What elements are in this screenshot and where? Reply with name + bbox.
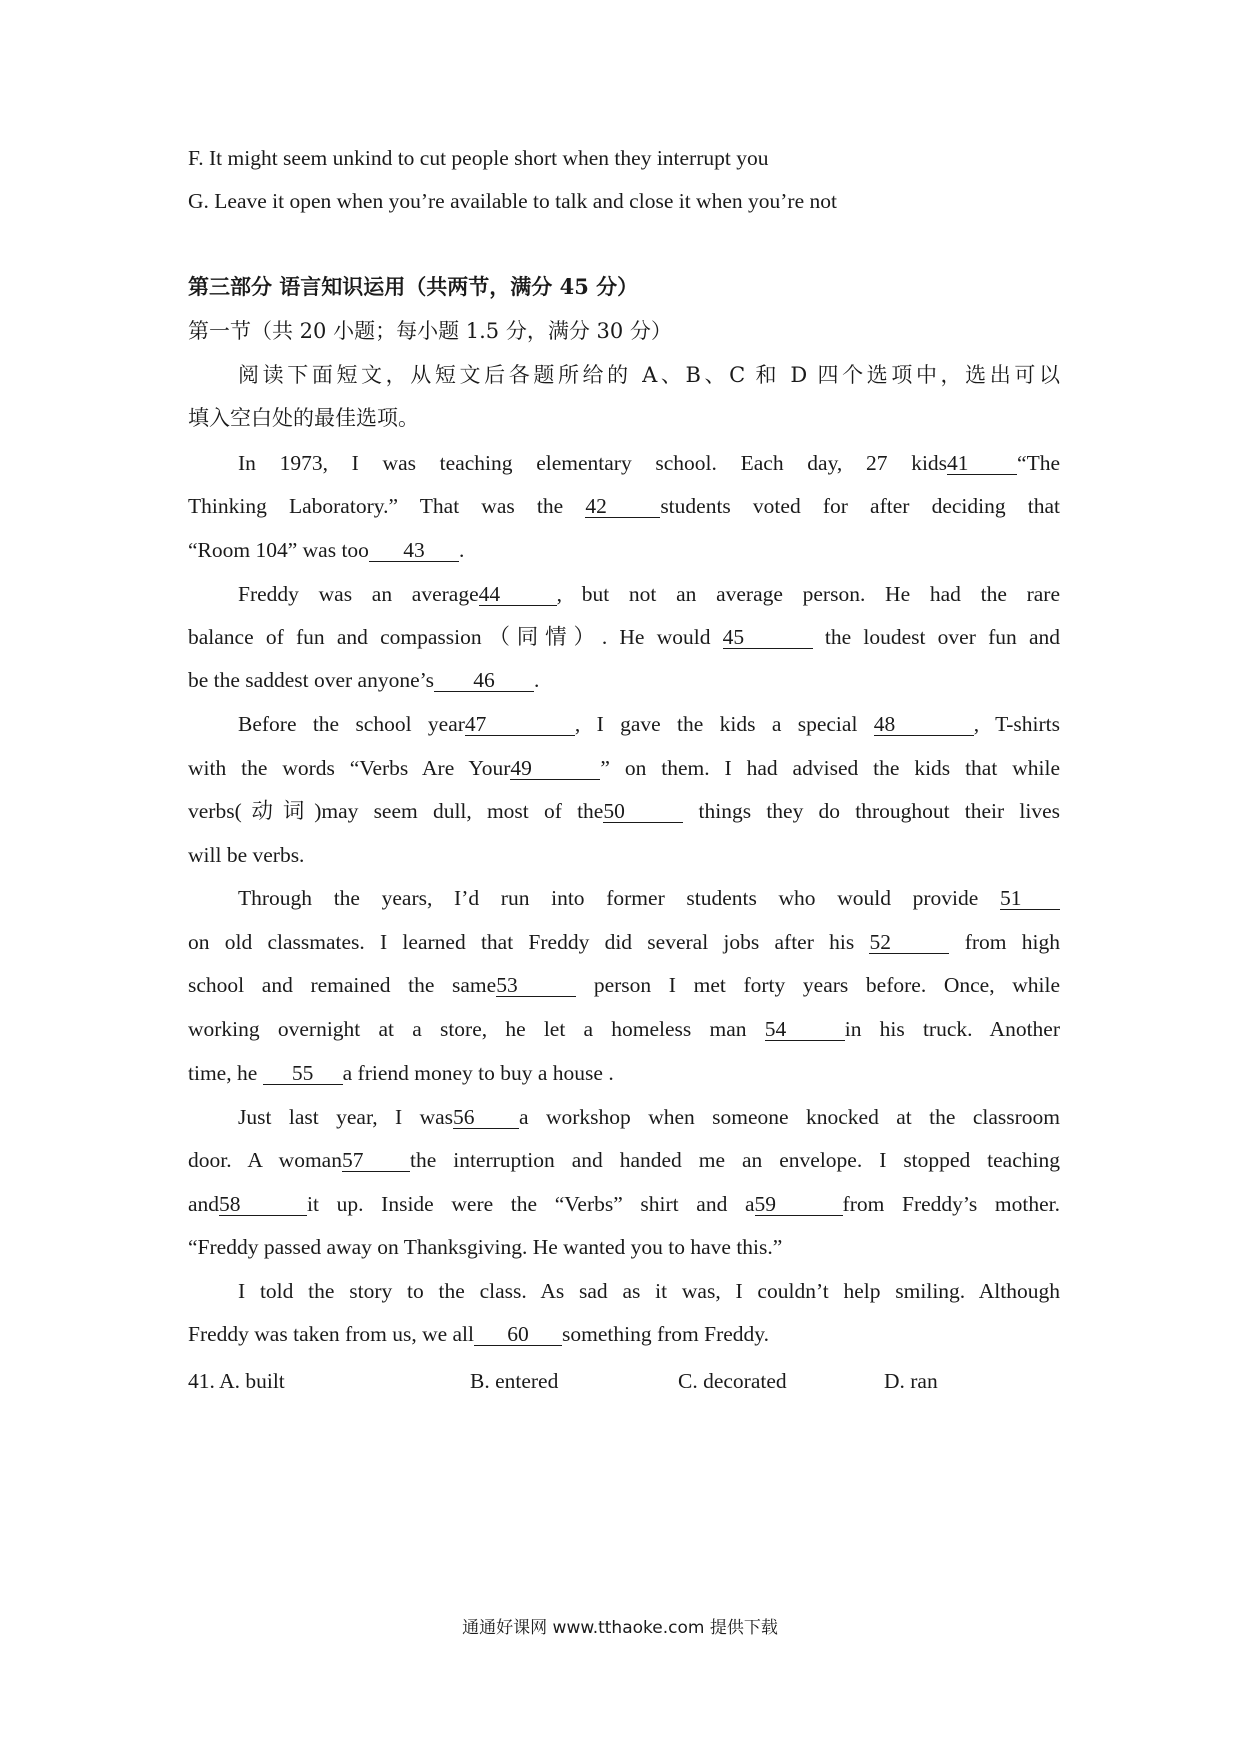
- blank-46[interactable]: 46: [434, 669, 534, 692]
- passage-line: working overnight at a store, he let a homeless man 54 in his truck. Another: [188, 1017, 1060, 1041]
- instruction-line-2: 填入空白处的最佳选项。: [188, 406, 419, 430]
- blank-56[interactable]: 56: [453, 1106, 519, 1129]
- blank-53[interactable]: 53: [496, 974, 576, 997]
- passage-line: Before the school year47 , I gave the kids a special 48 , T-shirts: [238, 712, 1061, 736]
- blank-42[interactable]: 42: [585, 495, 660, 518]
- blank-43[interactable]: 43: [369, 539, 459, 562]
- question-41-option-a[interactable]: 41. A. built: [188, 1369, 285, 1393]
- page-footer: 通通好课网 www.tthaoke.com 提供下载: [462, 1618, 778, 1638]
- passage-line: will be verbs.: [188, 843, 305, 867]
- question-41-option-c[interactable]: C. decorated: [678, 1369, 787, 1393]
- passage-line: Just last year, I was56 a workshop when someone knocked at the classroom: [238, 1105, 1061, 1129]
- passage-line: verbs(动词)may seem dull, most of the50 things they do throughout their lives: [188, 799, 1060, 823]
- blank-51[interactable]: 51: [1000, 887, 1060, 910]
- passage-line: I told the story to the class. As sad as it was, I couldn’t help smiling. Although: [238, 1279, 1060, 1303]
- passage-line: school and remained the same53 person I met forty years before. Once, while: [188, 973, 1060, 997]
- blank-44[interactable]: 44: [479, 583, 557, 606]
- passage-line: Through the years, I’d run into former students who would provide 51: [238, 883, 1060, 913]
- passage-line: time, he 55 a friend money to buy a house .: [188, 1061, 614, 1085]
- blank-47[interactable]: 47: [465, 713, 575, 736]
- section-title: 第三部分 语言知识运用（共两节，满分 45 分）: [188, 274, 639, 299]
- passage-line: “Room 104” was too 43 .: [188, 538, 465, 562]
- passage-line: on old classmates. I learned that Freddy did several jobs after his 52 from high: [188, 930, 1060, 954]
- blank-41[interactable]: 41: [947, 452, 1017, 475]
- section-subtitle: 第一节（共 20 小题；每小题 1.5 分，满分 30 分）: [188, 319, 672, 343]
- passage-line: with the words “Verbs Are Your49 ” on them. I had advised the kids that while: [188, 756, 1060, 780]
- question-41-option-d[interactable]: D. ran: [884, 1369, 938, 1393]
- passage-line: Freddy was an average44 , but not an average person. He had the rare: [238, 582, 1060, 606]
- passage-line: door. A woman57 the interruption and handed me an envelope. I stopped teaching: [188, 1148, 1060, 1172]
- passage-line: be the saddest over anyone’s 46 .: [188, 668, 540, 692]
- blank-49[interactable]: 49: [510, 757, 600, 780]
- passage-line: and58 it up. Inside were the “Verbs” shirt and a59 from Freddy’s mother.: [188, 1192, 1060, 1216]
- blank-50[interactable]: 50: [603, 800, 683, 823]
- blank-57[interactable]: 57: [342, 1149, 410, 1172]
- instruction-line-1: 阅读下面短文，从短文后各题所给的 A、B、C 和 D 四个选项中，选出可以: [238, 363, 1060, 387]
- option-f: F. It might seem unkind to cut people short when they interrupt you: [188, 146, 769, 170]
- passage-line: balance of fun and compassion（同情）. He would 45 the loudest over fun and: [188, 625, 1060, 649]
- question-41-option-b[interactable]: B. entered: [470, 1369, 559, 1393]
- blank-52[interactable]: 52: [869, 931, 949, 954]
- blank-58[interactable]: 58: [219, 1193, 307, 1216]
- blank-45[interactable]: 45: [723, 626, 813, 649]
- option-g: G. Leave it open when you’re available to talk and close it when you’re not: [188, 189, 837, 213]
- blank-48[interactable]: 48: [874, 713, 974, 736]
- passage-line: “Freddy passed away on Thanksgiving. He wanted you to have this.”: [188, 1235, 783, 1259]
- passage-line: In 1973, I was teaching elementary school. Each day, 27 kids41 “The: [238, 451, 1060, 475]
- blank-59[interactable]: 59: [755, 1193, 843, 1216]
- blank-55[interactable]: 55: [263, 1062, 343, 1085]
- blank-60[interactable]: 60: [474, 1323, 562, 1346]
- passage-line: Thinking Laboratory.” That was the 42 students voted for after deciding that: [188, 494, 1060, 518]
- blank-54[interactable]: 54: [765, 1018, 845, 1041]
- passage-line: Freddy was taken from us, we all 60 something from Freddy.: [188, 1322, 770, 1346]
